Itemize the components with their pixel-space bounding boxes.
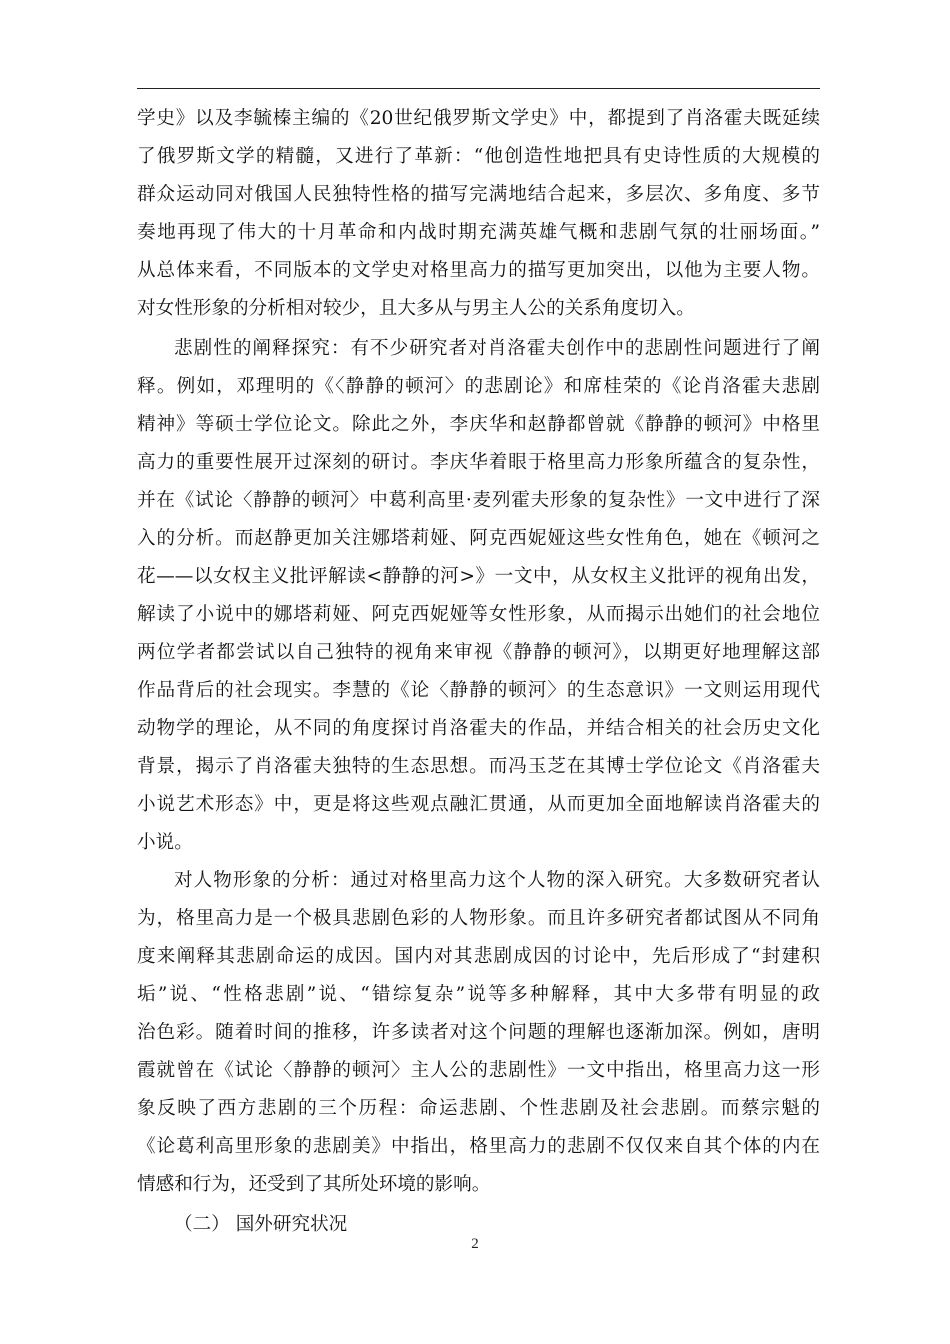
header-rule — [137, 88, 820, 89]
text-line: 释。例如，邓理明的《〈静静的顿河〉的悲剧论》和席桂荣的《论肖洛霍夫悲剧 — [137, 376, 820, 397]
text-line: 垢”说、“性格悲剧”说、“错综复杂”说等多种解释，其中大多带有明显的政 — [137, 984, 820, 1005]
text-line: 奏地再现了伟大的十月革命和内战时期充满英雄气概和悲剧气氛的壮丽场面。” — [137, 222, 820, 243]
text-line: 小说艺术形态》中，更是将这些观点融汇贯通，从而更加全面地解读肖洛霍夫的 — [137, 794, 820, 815]
text-line: 入的分析。而赵静更加关注娜塔莉娅、阿克西妮娅这些女性角色，她在《顿河之 — [137, 528, 820, 549]
text-line: 情感和行为，还受到了其所处环境的影响。 — [137, 1174, 491, 1195]
text-line: 为，格里高力是一个极具悲剧色彩的人物形象。而且许多研究者都试图从不同角 — [137, 908, 820, 929]
text-line: 从总体来看，不同版本的文学史对格里高力的描写更加突出，以他为主要人物。 — [137, 260, 820, 281]
text-line: 背景，揭示了肖洛霍夫独特的生态思想。而冯玉芝在其博士学位论文《肖洛霍夫 — [137, 756, 820, 777]
text-line: 象反映了西方悲剧的三个历程：命运悲剧、个性悲剧及社会悲剧。而蔡宗魁的 — [137, 1098, 820, 1119]
text-line: 动物学的理论，从不同的角度探讨肖洛霍夫的作品，并结合相关的社会历史文化 — [137, 718, 820, 739]
text-line: 对女性形象的分析相对较少，且大多从与男主人公的关系角度切入。 — [137, 298, 695, 319]
text-line: 《论葛利高里形象的悲剧美》中指出，格里高力的悲剧不仅仅来自其个体的内在 — [137, 1136, 820, 1157]
text-line: 解读了小说中的娜塔莉娅、阿克西妮娅等女性形象，从而揭示出她们的社会地位 — [137, 604, 820, 625]
text-line: 高力的重要性展开过深刻的研讨。李庆华着眼于格里高力形象所蕴含的复杂性， — [137, 452, 820, 473]
paragraph-first-line: 对人物形象的分析：通过对格里高力这个人物的深入研究。大多数研究者认 — [174, 870, 820, 891]
page-number: 2 — [471, 1236, 479, 1252]
text-line: 群众运动同对俄国人民独特性格的描写完满地结合起来，多层次、多角度、多节 — [137, 184, 820, 205]
text-line: 度来阐释其悲剧命运的成因。国内对其悲剧成因的讨论中，先后形成了“封建积 — [137, 946, 820, 967]
text-line: 学史》以及李毓榛主编的《20世纪俄罗斯文学史》中，都提到了肖洛霍夫既延续 — [137, 108, 820, 129]
text-line: 了俄罗斯文学的精髓，又进行了革新：“他创造性地把具有史诗性质的大规模的 — [137, 146, 820, 167]
section-heading: （二） 国外研究状况 — [174, 1214, 348, 1235]
text-line: 两位学者都尝试以自己独特的视角来审视《静静的顿河》，以期更好地理解这部 — [137, 642, 820, 663]
text-line: 精神》等硕士学位论文。除此之外，李庆华和赵静都曾就《静静的顿河》中格里 — [137, 414, 820, 435]
paragraph-first-line: 悲剧性的阐释探究：有不少研究者对肖洛霍夫创作中的悲剧性问题进行了阐 — [174, 338, 820, 359]
text-line: 花——以女权主义批评解读<静静的河>》一文中，从女权主义批评的视角出发， — [137, 566, 820, 587]
text-line: 作品背后的社会现实。李慧的《论〈静静的顿河〉的生态意识》一文则运用现代 — [137, 680, 820, 701]
text-line: 并在《试论〈静静的顿河〉中葛利高里·麦列霍夫形象的复杂性》一文中进行了深 — [137, 490, 820, 511]
text-line: 小说。 — [137, 832, 193, 853]
text-line: 治色彩。随着时间的推移，许多读者对这个问题的理解也逐渐加深。例如，唐明 — [137, 1022, 820, 1043]
text-line: 霞就曾在《试论〈静静的顿河〉主人公的悲剧性》一文中指出，格里高力这一形 — [137, 1060, 820, 1081]
